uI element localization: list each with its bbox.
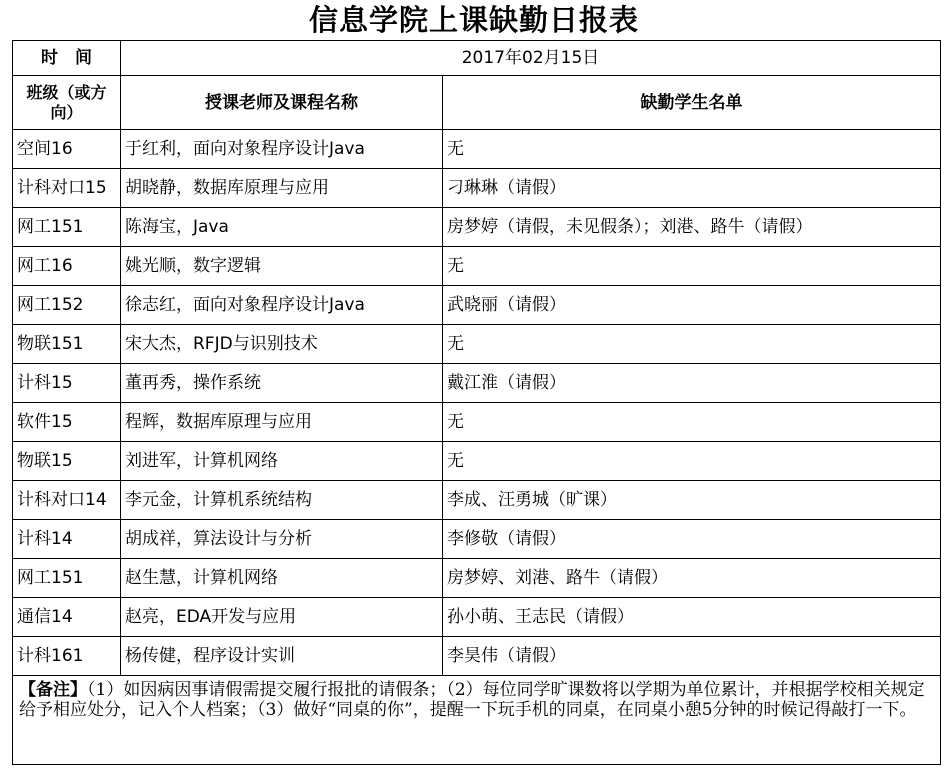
row-absent-cell: 房梦婷（请假，未见假条）；刘港、路牛（请假） [443, 208, 941, 247]
row-class-cell: 网工151 [13, 559, 121, 598]
row-absent-cell: 戴江淮（请假） [443, 364, 941, 403]
row-teacher-course-cell: 赵亮，EDA开发与应用 [121, 598, 443, 637]
date-label: 时 间 [13, 41, 121, 76]
table-row [13, 520, 941, 559]
table-row [13, 364, 941, 403]
row-absent-cell: 无 [443, 325, 941, 364]
row-teacher-course-cell: 胡成祥，算法设计与分析 [121, 520, 443, 559]
row-class-cell: 网工16 [13, 247, 121, 286]
row-teacher-course-cell: 赵生慧，计算机网络 [121, 559, 443, 598]
table-row [13, 481, 941, 520]
row-teacher-course-cell: 宋大杰，RFJD与识别技术 [121, 325, 443, 364]
table-row [13, 325, 941, 364]
absence-report-table [12, 40, 941, 765]
row-class-cell: 计科161 [13, 637, 121, 676]
row-absent-cell: 武晓丽（请假） [443, 286, 941, 325]
row-teacher-course-cell: 于红利，面向对象程序设计Java [121, 130, 443, 169]
row-class-cell: 空间16 [13, 130, 121, 169]
table-row [13, 247, 941, 286]
row-class-cell: 软件15 [13, 403, 121, 442]
table-row [13, 598, 941, 637]
table-row [13, 169, 941, 208]
row-teacher-course-cell: 杨传健，程序设计实训 [121, 637, 443, 676]
row-class-cell: 计科对口14 [13, 481, 121, 520]
header-class: 班级（或方向） [13, 76, 121, 130]
row-class-cell: 通信14 [13, 598, 121, 637]
row-class-cell: 物联15 [13, 442, 121, 481]
note-text: （1）如因病因事请假需提交履行报批的请假条；（2）每位同学旷课数将以学期为单位累计，并根据学校相关规定给予相应处分，记入个人档案；（3）做好“同桌的你”，提醒一下玩手机的同桌，在同桌小憩5分钟的时候记得敲打一下。 [19, 680, 925, 720]
table-row [13, 637, 941, 676]
row-absent-cell: 房梦婷、刘港、路牛（请假） [443, 559, 941, 598]
row-teacher-course-cell: 陈海宝，Java [121, 208, 443, 247]
date-value: 2017年02月15日 [121, 41, 941, 76]
row-absent-cell: 无 [443, 247, 941, 286]
row-absent-cell: 刁琳琳（请假） [443, 169, 941, 208]
row-absent-cell: 孙小萌、王志民（请假） [443, 598, 941, 637]
table-row [13, 403, 941, 442]
row-class-cell: 计科14 [13, 520, 121, 559]
row-teacher-course-cell: 刘进军，计算机网络 [121, 442, 443, 481]
note-label: 【备注】 [19, 680, 87, 700]
report-title: 信息学院上课缺勤日报表 [308, 3, 639, 37]
row-absent-cell: 无 [443, 442, 941, 481]
row-class-cell: 物联151 [13, 325, 121, 364]
row-class-cell: 计科15 [13, 364, 121, 403]
row-absent-cell: 李昊伟（请假） [443, 637, 941, 676]
table-row [13, 130, 941, 169]
table-row [13, 442, 941, 481]
row-teacher-course-cell: 胡晓静，数据库原理与应用 [121, 169, 443, 208]
table-row [13, 208, 941, 247]
row-teacher-course-cell: 程辉，数据库原理与应用 [121, 403, 443, 442]
row-absent-cell: 李成、汪勇城（旷课） [443, 481, 941, 520]
row-teacher-course-cell: 徐志红，面向对象程序设计Java [121, 286, 443, 325]
header-absent-students: 缺勤学生名单 [443, 76, 941, 130]
date-row [13, 41, 941, 76]
row-class-cell: 网工152 [13, 286, 121, 325]
header-teacher-course: 授课老师及课程名称 [121, 76, 443, 130]
row-absent-cell: 无 [443, 403, 941, 442]
note-row [13, 676, 941, 765]
row-class-cell: 计科对口15 [13, 169, 121, 208]
header-row [13, 76, 941, 130]
table-row [13, 559, 941, 598]
note-cell [13, 676, 941, 765]
row-teacher-course-cell: 姚光顺，数字逻辑 [121, 247, 443, 286]
row-absent-cell: 李修敬（请假） [443, 520, 941, 559]
row-absent-cell: 无 [443, 130, 941, 169]
row-teacher-course-cell: 李元金，计算机系统结构 [121, 481, 443, 520]
row-teacher-course-cell: 董再秀，操作系统 [121, 364, 443, 403]
table-row [13, 286, 941, 325]
row-class-cell: 网工151 [13, 208, 121, 247]
